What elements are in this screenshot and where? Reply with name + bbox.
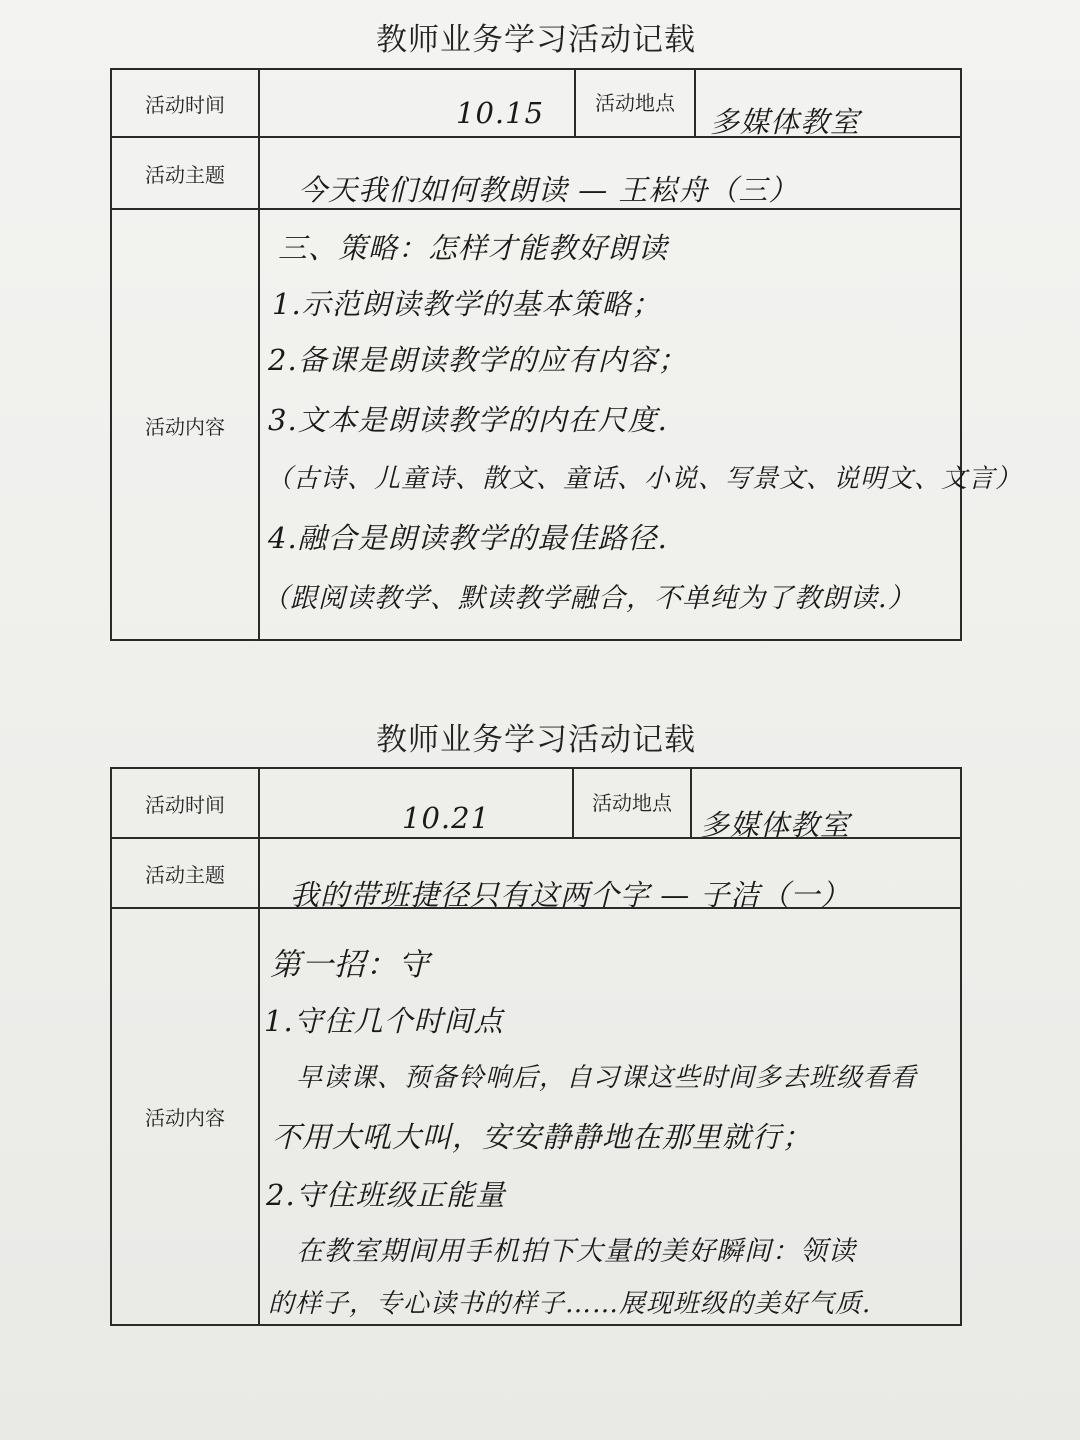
activity-time-value: 10.21: [402, 801, 491, 835]
record-title: 教师业务学习活动记载: [376, 722, 696, 758]
column-divider: [694, 70, 696, 136]
content-line: 不用大吼大叫，安安静静地在那里就行；: [272, 1120, 813, 1154]
content-line: 2.守住班级正能量: [266, 1178, 506, 1212]
record-title: 教师业务学习活动记载: [376, 22, 696, 58]
record-table: [110, 68, 1023, 641]
content-line: 3.文本是朗读教学的内在尺度.: [268, 403, 668, 437]
column-divider: [690, 769, 692, 837]
activity-place-value: 多媒体教室: [710, 105, 861, 139]
content-line: 4.融合是朗读教学的最佳路径.: [268, 521, 668, 555]
content-line: 1.守住几个时间点: [264, 1004, 504, 1038]
content-line: （古诗、儿童诗、散文、童话、小说、写景文、说明文、文言）: [266, 464, 1023, 494]
column-divider: [258, 769, 260, 1324]
label-activity-place: 活动地点: [595, 90, 675, 115]
content-line: 第一招：守: [270, 947, 430, 983]
content-line: 1.示范朗读教学的基本策略；: [272, 287, 662, 321]
label-activity-time: 活动时间: [145, 792, 225, 817]
content-line: （跟阅读教学、默读教学融合，不单纯为了教朗读.）: [262, 583, 916, 614]
activity-topic-value: 我的带班捷径只有这两个字 — 子洁（一）: [290, 878, 851, 912]
label-activity-content: 活动内容: [145, 414, 225, 439]
activity-topic-value: 今天我们如何教朗读 — 王崧舟（三）: [298, 173, 799, 207]
label-activity-content: 活动内容: [145, 1106, 225, 1130]
activity-place-value: 多媒体教室: [700, 808, 851, 842]
content-line: 在教室期间用手机拍下大量的美好瞬间：领读: [296, 1236, 856, 1267]
label-activity-place: 活动地点: [592, 790, 672, 815]
label-activity-time: 活动时间: [145, 92, 225, 117]
label-activity-topic: 活动主题: [145, 162, 225, 187]
column-divider: [258, 70, 260, 639]
content-line: 早读课、预备铃响后，自习课这些时间多去班级看看: [296, 1063, 918, 1093]
record-table: [110, 767, 962, 1326]
content-line: 三、策略：怎样才能教好朗读: [278, 231, 669, 265]
activity-time-value: 10.15: [456, 96, 545, 130]
label-activity-topic: 活动主题: [145, 862, 225, 887]
content-line: 的样子，专心读书的样子……展现班级的美好气质.: [268, 1289, 872, 1319]
content-line: 2.备课是朗读教学的应有内容；: [268, 343, 688, 377]
